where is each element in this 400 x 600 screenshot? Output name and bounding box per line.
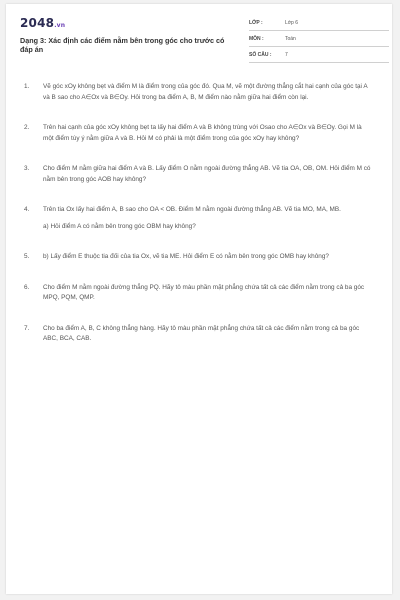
question-text: Trên tia Ox lấy hai điểm A, B sao cho OA < OB. Điểm M nằm ngoài đường thẳng AB. Vẽ tia MO, MA, MB. (43, 206, 341, 213)
question-item (24, 164, 374, 185)
question-number: 5. (24, 253, 30, 260)
document-title: Dạng 3: Xác định các điểm nằm bên trong góc cho trước có đáp án (20, 36, 225, 54)
meta-label: MÔN : (249, 35, 264, 42)
site-logo[interactable] (20, 16, 65, 30)
logo-brand: 2048 (20, 16, 55, 30)
question-item (24, 252, 374, 263)
meta-value: 7 (285, 51, 288, 58)
question-list (24, 82, 374, 345)
question-text: Cho ba điểm A, B, C không thẳng hàng. Hãy tô màu phần mặt phẳng chứa tất cả các điểm nằm trong cả ba góc ABC, BCA, CAB. (43, 324, 360, 342)
meta-label: SỐ CÂU : (249, 51, 272, 58)
question-item (24, 123, 374, 144)
question-text: Trên hai cạnh của góc xOy không bẹt ta lấy hai điểm A và B không trùng với Osao cho A∈Ox và B∈Oy. Gọi M là một điểm tùy ý nằm giữa A và B. Hỏi M có phải là một điểm trong của góc xOy hay không? (43, 124, 362, 142)
document-page (6, 4, 392, 594)
meta-value: Toán (285, 35, 296, 42)
question-item (24, 205, 374, 216)
question-subpart: a) Hỏi điểm A có nằm bên trong góc OBM hay không? (43, 222, 196, 230)
question-number: 2. (24, 124, 30, 131)
question-number: 7. (24, 324, 30, 332)
question-text: Cho điểm M nằm giữa hai điểm A và B. Lấy điểm O nằm ngoài đường thẳng AB. Vẽ tia OA, OB, OM. Hỏi điểm M có nằm bên trong góc AOB hay không? (43, 165, 371, 183)
question-number: 4. (24, 206, 30, 213)
question-text: b) Lấy điểm E thuộc tia đối của tia Ox, vẽ tia ME. Hỏi điểm E có nằm bên trong góc OMB hay không? (43, 253, 329, 260)
logo-tld: .vn (54, 22, 66, 29)
question-item (24, 324, 374, 345)
question-number: 3. (24, 165, 30, 172)
meta-row-count (249, 47, 389, 63)
question-text: Cho điểm M nằm ngoài đường thẳng PQ. Hãy tô màu phần mặt phẳng chứa tất cả các điểm nằm trong cả ba góc MPQ, PQM, QMP. (43, 283, 365, 301)
question-number: 1. (24, 83, 30, 90)
meta-row-class (249, 15, 389, 31)
meta-label: LỚP : (249, 19, 263, 26)
question-number: 6. (24, 283, 30, 291)
meta-box (249, 15, 389, 63)
meta-value: Lớp 6 (285, 19, 299, 26)
question-item (24, 82, 374, 103)
question-text: Vẽ góc xOy không bẹt và điểm M là điểm trong của góc đó. Qua M, vẽ một đường thẳng cắt hai cạnh của góc tại A và B sao cho A∈Ox và B∈Oy. Hỏi trong ba điểm A, B, M điểm nào nằm giữa hai điểm còn lại. (43, 83, 368, 101)
meta-row-subject (249, 31, 389, 47)
question-item (24, 283, 374, 304)
